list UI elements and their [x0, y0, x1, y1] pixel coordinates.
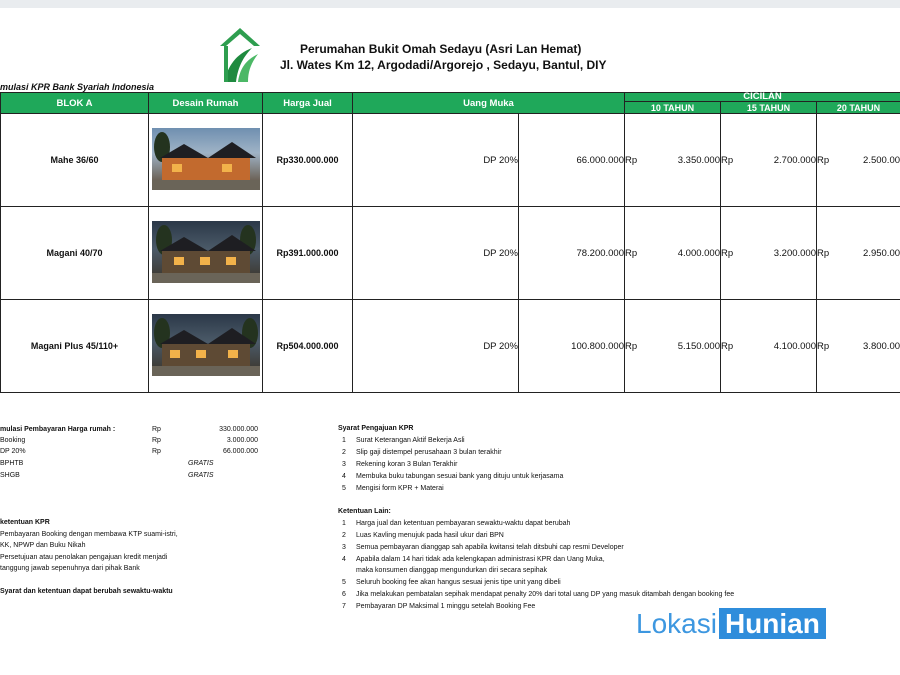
cicilan-10	[625, 300, 721, 393]
rp-label: Rp	[152, 448, 161, 455]
ketentuan-footer: Syarat dan ketentuan dapat berubah sewaktu-waktu	[0, 588, 173, 595]
dp-value: 66.000.000	[519, 114, 625, 207]
ketentuan-lain-item: Seluruh booking fee akan hangus sesuai jenis tipe unit yang dibeli	[356, 579, 561, 586]
ketentuan-kpr-line: Persetujuan atau penolakan pengajuan kredit menjadi	[0, 554, 168, 561]
harga-jual: Rp391.000.000	[263, 207, 353, 300]
payment-row-dp-label: DP 20%	[0, 448, 26, 455]
cicilan-value: 3.800.00	[863, 340, 900, 352]
rp-label: Rp	[152, 426, 161, 433]
payment-value: 3.000.000	[226, 437, 258, 444]
cicilan-15	[721, 207, 817, 300]
ketentuan-lain-item: Apabila dalam 14 hari tidak ada kelengkapan administrasi KPR dan Uang Muka,	[356, 556, 605, 563]
rp-label: Rp	[625, 154, 638, 166]
watermark-logo	[636, 608, 826, 640]
rp-label: Rp	[721, 340, 734, 352]
header-10-tahun: 10 TAHUN	[625, 102, 721, 114]
cicilan-20	[817, 207, 900, 300]
dp-label: DP 20%	[353, 114, 519, 207]
table-row	[1, 114, 900, 207]
ketentuan-lain-item: Semua pembayaran dianggap sah apabila kwitansi telah ditsbuhi cap resmi Developer	[356, 544, 624, 551]
watermark-part1: Lokasi	[636, 608, 717, 639]
ketentuan-kpr-title: ketentuan KPR	[0, 519, 50, 526]
cicilan-20	[817, 114, 900, 207]
header-20-tahun: 20 TAHUN	[817, 102, 900, 114]
page-address: Jl. Wates Km 12, Argodadi/Argorejo , Sedayu, Bantul, DIY	[280, 58, 607, 72]
cicilan-value: 4.100.000	[773, 340, 816, 352]
cicilan-value: 2.500.00	[863, 154, 900, 166]
header-15-tahun: 15 TAHUN	[721, 102, 817, 114]
syarat-item: Rekening koran 3 Bulan Terakhir	[356, 461, 458, 468]
rp-label: Rp	[817, 247, 830, 259]
house-type: Magani 40/70	[1, 207, 149, 300]
ketentuan-lain-continuation: maka konsumen dianggap mengundurkan diri secara sepihak	[356, 567, 548, 574]
syarat-item: Surat Keterangan Aktif Bekerja Asli	[356, 437, 465, 444]
cicilan-value: 3.200.000	[773, 247, 816, 259]
ketentuan-lain-item: Luas Kavling menujuk pada hasil ukur dari BPN	[356, 532, 504, 539]
payment-value: 66.000.000	[222, 448, 258, 455]
ketentuan-lain-item: Pembayaran DP Maksimal 1 minggu setelah Booking Fee	[356, 603, 536, 610]
house-type: Mahe 36/60	[1, 114, 149, 207]
header-blok: BLOK A	[1, 93, 149, 114]
table-row	[1, 207, 900, 300]
cicilan-20	[817, 300, 900, 393]
cicilan-15	[721, 114, 817, 207]
rp-label: Rp	[817, 340, 830, 352]
payment-value: GRATIS	[188, 460, 214, 467]
ketentuan-lain-item: Harga jual dan ketentuan pembayaran sewaktu-waktu dapat berubah	[356, 520, 571, 527]
rp-label: Rp	[625, 340, 638, 352]
rp-label: Rp	[721, 247, 734, 259]
payment-row-bphtb-label: BPHTB	[0, 460, 24, 467]
cicilan-value: 3.350.000	[677, 154, 720, 166]
payment-value: 330.000.000	[219, 426, 258, 433]
syarat-title: Syarat Pengajuan KPR	[338, 425, 414, 432]
dp-label: DP 20%	[353, 207, 519, 300]
rp-label: Rp	[721, 154, 734, 166]
rp-label: Rp	[152, 437, 161, 444]
ketentuan-lain-item: Jika melakukan pembatalan sepihak mendapat penalty 20% dari total uang DP yang masuk ditambah dengan booking fee	[356, 591, 735, 598]
price-table	[0, 92, 900, 393]
header-cicilan: CICILAN	[625, 93, 900, 102]
payment-row-shgb-label: SHGB	[0, 472, 20, 479]
top-bar	[0, 0, 900, 8]
house-photo	[149, 300, 263, 393]
syarat-item: Membuka buku tabungan sesuai bank yang dituju untuk kerjasama	[356, 473, 564, 480]
page-title: Perumahan Bukit Omah Sedayu (Asri Lan Hemat)	[300, 42, 582, 56]
harga-jual: Rp504.000.000	[263, 300, 353, 393]
ketentuan-kpr-line: Pembayaran Booking dengan membawa KTP suami-istri,	[0, 531, 178, 538]
ketentuan-kpr-line: tanggung jawab sepenuhnya dari pihak Bank	[0, 565, 140, 572]
dp-value: 100.800.000	[519, 300, 625, 393]
header-desain: Desain Rumah	[149, 93, 263, 114]
payment-row-booking-label: Booking	[0, 437, 26, 444]
ketentuan-lain-title: Ketentuan Lain:	[338, 508, 391, 515]
header-uang-muka: Uang Muka	[353, 93, 625, 114]
ketentuan-kpr-line: KK, NPWP dan Buku Nikah	[0, 542, 86, 549]
house-photo	[149, 114, 263, 207]
cicilan-10	[625, 114, 721, 207]
watermark-part2: Hunian	[719, 608, 826, 639]
cicilan-value: 2.700.000	[773, 154, 816, 166]
cicilan-value: 4.000.000	[677, 247, 720, 259]
logo-icon	[218, 26, 262, 84]
syarat-item: Mengisi form KPR + Materai	[356, 485, 444, 492]
header-harga: Harga Jual	[263, 93, 353, 114]
cicilan-10	[625, 207, 721, 300]
payment-title: mulasi Pembayaran Harga rumah :	[0, 426, 116, 433]
rp-label: Rp	[817, 154, 830, 166]
rp-label: Rp	[625, 247, 638, 259]
cicilan-15	[721, 300, 817, 393]
harga-jual: Rp330.000.000	[263, 114, 353, 207]
dp-label: DP 20%	[353, 300, 519, 393]
cicilan-value: 2.950.00	[863, 247, 900, 259]
syarat-item: Slip gaji distempel perusahaan 3 bulan terakhir	[356, 449, 502, 456]
dp-value: 78.200.000	[519, 207, 625, 300]
simulation-title: mulasi KPR Bank Syariah Indonesia	[0, 82, 155, 92]
house-type: Magani Plus 45/110+	[1, 300, 149, 393]
payment-value: GRATIS	[188, 472, 214, 479]
house-photo	[149, 207, 263, 300]
cicilan-value: 5.150.000	[677, 340, 720, 352]
table-row	[1, 300, 900, 393]
